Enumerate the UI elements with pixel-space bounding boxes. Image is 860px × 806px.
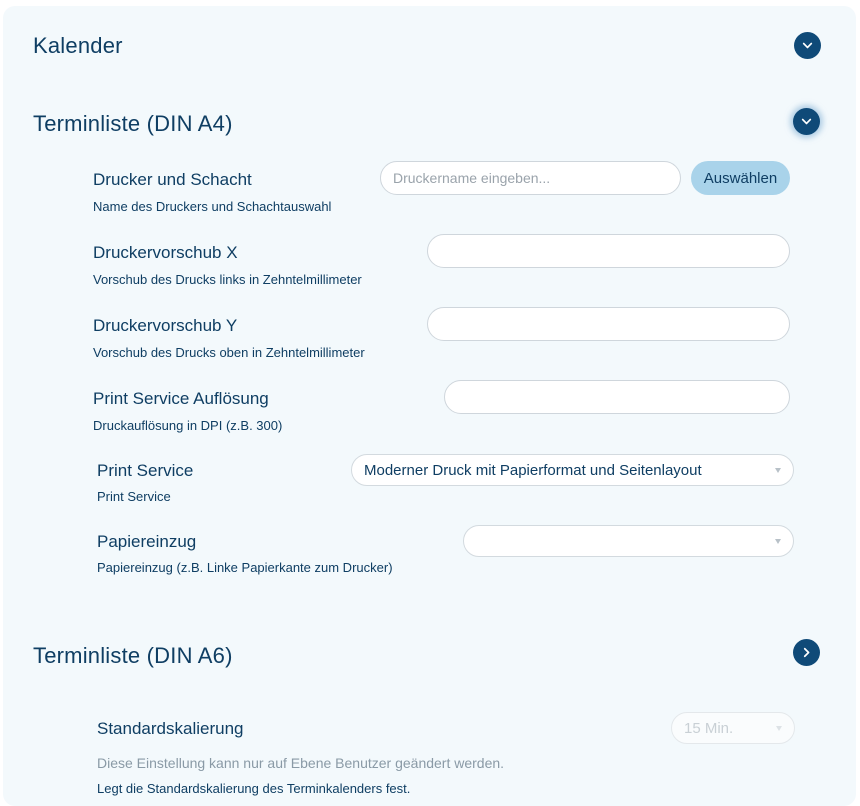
terminliste-a4-toggle-button[interactable] [793, 108, 820, 135]
vorschub-y-description: Vorschub des Drucks oben in Zehntelmillimeter [93, 345, 365, 360]
aufloesung-label: Print Service Auflösung [93, 389, 269, 408]
section-title-terminliste-a4: Terminliste (DIN A4) [33, 111, 233, 136]
vorschub-x-description: Vorschub des Drucks links in Zehntelmillimeter [93, 272, 362, 287]
print-service-label: Print Service [97, 461, 194, 480]
standardskalierung-note: Diese Einstellung kann nur auf Ebene Benutzer geändert werden. [97, 755, 505, 771]
print-service-selected-value: Moderner Druck mit Papierformat und Seitenlayout [364, 461, 702, 479]
papiereinzug-select[interactable] [463, 525, 794, 557]
print-service-description: Print Service [97, 489, 171, 504]
terminliste-a6-toggle-button[interactable] [793, 639, 820, 666]
section-title-terminliste-a6: Terminliste (DIN A6) [33, 643, 233, 668]
aufloesung-input[interactable] [444, 380, 790, 414]
papiereinzug-label: Papiereinzug [97, 532, 197, 551]
auswaehlen-button[interactable]: Auswählen [691, 161, 790, 195]
vorschub-y-label: Druckervorschub Y [93, 316, 238, 335]
print-service-select[interactable] [351, 454, 794, 486]
dropdown-caret-icon [776, 726, 782, 731]
standardskalierung-selected-value: 15 Min. [684, 719, 734, 737]
drucker-input[interactable] [380, 161, 681, 195]
dropdown-caret-icon [775, 539, 781, 544]
section-title-kalender: Kalender [33, 33, 123, 58]
standardskalierung-select [671, 712, 795, 744]
drucker-description: Name des Druckers und Schachtauswahl [93, 199, 332, 214]
drucker-label: Drucker und Schacht [93, 170, 252, 189]
chevron-right-icon [800, 646, 813, 659]
aufloesung-description: Druckauflösung in DPI (z.B. 300) [93, 418, 283, 433]
kalender-toggle-button[interactable] [794, 32, 821, 59]
papiereinzug-description: Papiereinzug (z.B. Linke Papierkante zum Drucker) [97, 560, 393, 575]
chevron-down-icon [800, 115, 813, 128]
standardskalierung-label: Standardskalierung [97, 719, 244, 738]
standardskalierung-description: Legt die Standardskalierung des Terminkalenders fest. [97, 781, 411, 796]
vorschub-x-label: Druckervorschub X [93, 243, 238, 262]
chevron-down-icon [801, 39, 814, 52]
dropdown-caret-icon [775, 468, 781, 473]
vorschub-x-input[interactable] [427, 234, 790, 268]
vorschub-y-input[interactable] [427, 307, 790, 341]
